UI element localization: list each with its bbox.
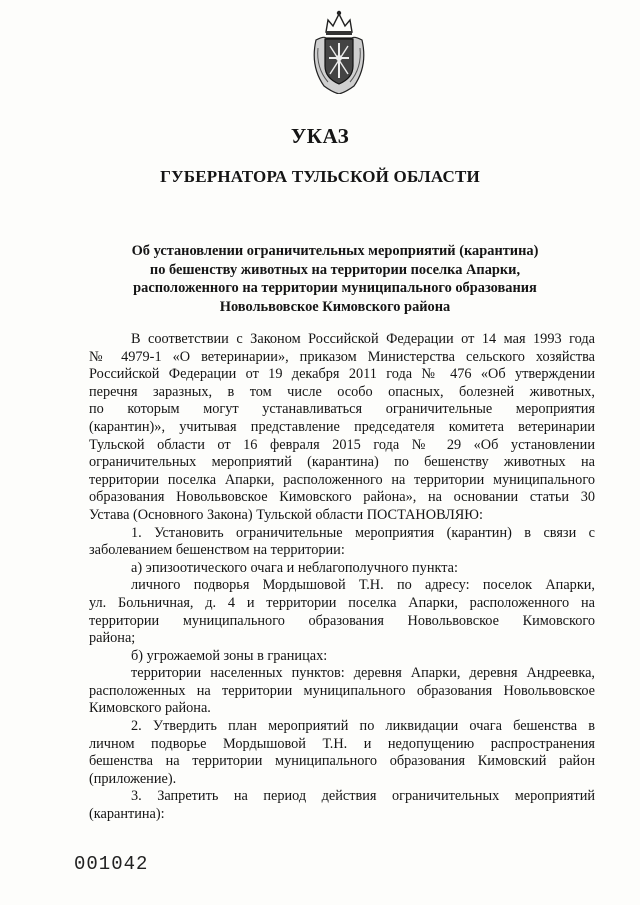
body-line: № 4979-1 «О ветеринарии», приказом Министерства сельского хозяйства: [89, 348, 595, 365]
decree-body: [89, 331, 595, 824]
subject-line: по бешенству животных на территории поселка Апарки,: [149, 261, 521, 278]
body-line: бешенства на территории муниципального образования Кимовский район: [89, 753, 595, 770]
body-line: по которым могут устанавливаться ограничительные мероприятия: [89, 401, 595, 418]
clause-1a: а) эпизоотического очага и неблагополучного пункта:: [131, 559, 458, 576]
body-line: личного подворья Мордышовой Т.Н. по адресу: поселок Апарки,: [131, 577, 595, 594]
clause-1b: б) угрожаемой зоны в границах:: [131, 647, 328, 664]
body-line: (карантина):: [89, 806, 165, 823]
body-line: перечня заразных, в том числе особо опасных, болезней животных,: [89, 383, 595, 400]
body-line: территории муниципального образования Новольвовское Кимовского: [89, 612, 595, 629]
subject-line: расположенного на территории муниципального образования: [133, 280, 537, 296]
body-line: заболеванием бешенством на территории:: [89, 542, 345, 559]
body-line: В соответствии с Законом Российской Федерации от 14 мая 1993 года: [131, 331, 595, 347]
body-line: ул. Больничная, д. 4 и территории поселка Апарки, расположенного на: [89, 594, 595, 611]
body-line: расположенных на территории муниципального образования Новольвовское: [89, 682, 595, 699]
body-line: (карантин)», учитывая представление председателя комитета ветеринарии: [89, 418, 595, 435]
serial-number: 001042: [74, 853, 149, 875]
body-line: Устава (Основного Закона) Тульской области ПОСТАНОВЛЯЮ:: [89, 506, 483, 523]
body-line: Кимовского района.: [89, 700, 211, 717]
decree-subject: [112, 242, 558, 316]
clause-1: 1. Установить ограничительные мероприятия (карантин) в связи с: [131, 524, 595, 541]
clause-2: 2. Утвердить план мероприятий по ликвидации очага бешенства в: [131, 718, 595, 735]
subject-line: Новольвовское Кимовского района: [219, 298, 451, 315]
subject-line: Об установлении ограничительных мероприятий (карантина): [131, 243, 539, 259]
decree-issuer: ГУБЕРНАТОРА ТУЛЬСКОЙ ОБЛАСТИ: [160, 167, 480, 186]
decree-title: УКАЗ: [290, 124, 350, 148]
body-line: района;: [89, 630, 136, 647]
body-line: Тульской области от 16 февраля 2015 года № 29 «Об установлении: [89, 436, 595, 453]
body-line: (приложение).: [89, 770, 177, 787]
coat-of-arms-icon: [308, 8, 370, 94]
body-line: территории населенных пунктов: деревня Апарки, деревня Андреевка,: [131, 665, 595, 682]
clause-3: 3. Запретить на период действия ограничительных мероприятий: [131, 788, 595, 805]
body-line: ограничительных мероприятий (карантина) по бешенству животных на: [89, 454, 595, 471]
body-line: личном подворье Мордышовой Т.Н. и недопущению распространения: [89, 735, 595, 752]
body-line: территории поселка Апарки, расположенного на территории муниципального: [89, 471, 595, 488]
body-line: Российской Федерации от 19 декабря 2011 года № 476 «Об утверждении: [89, 366, 595, 383]
body-line: образования Новольвовское Кимовского района», на основании статьи 30: [89, 489, 595, 506]
